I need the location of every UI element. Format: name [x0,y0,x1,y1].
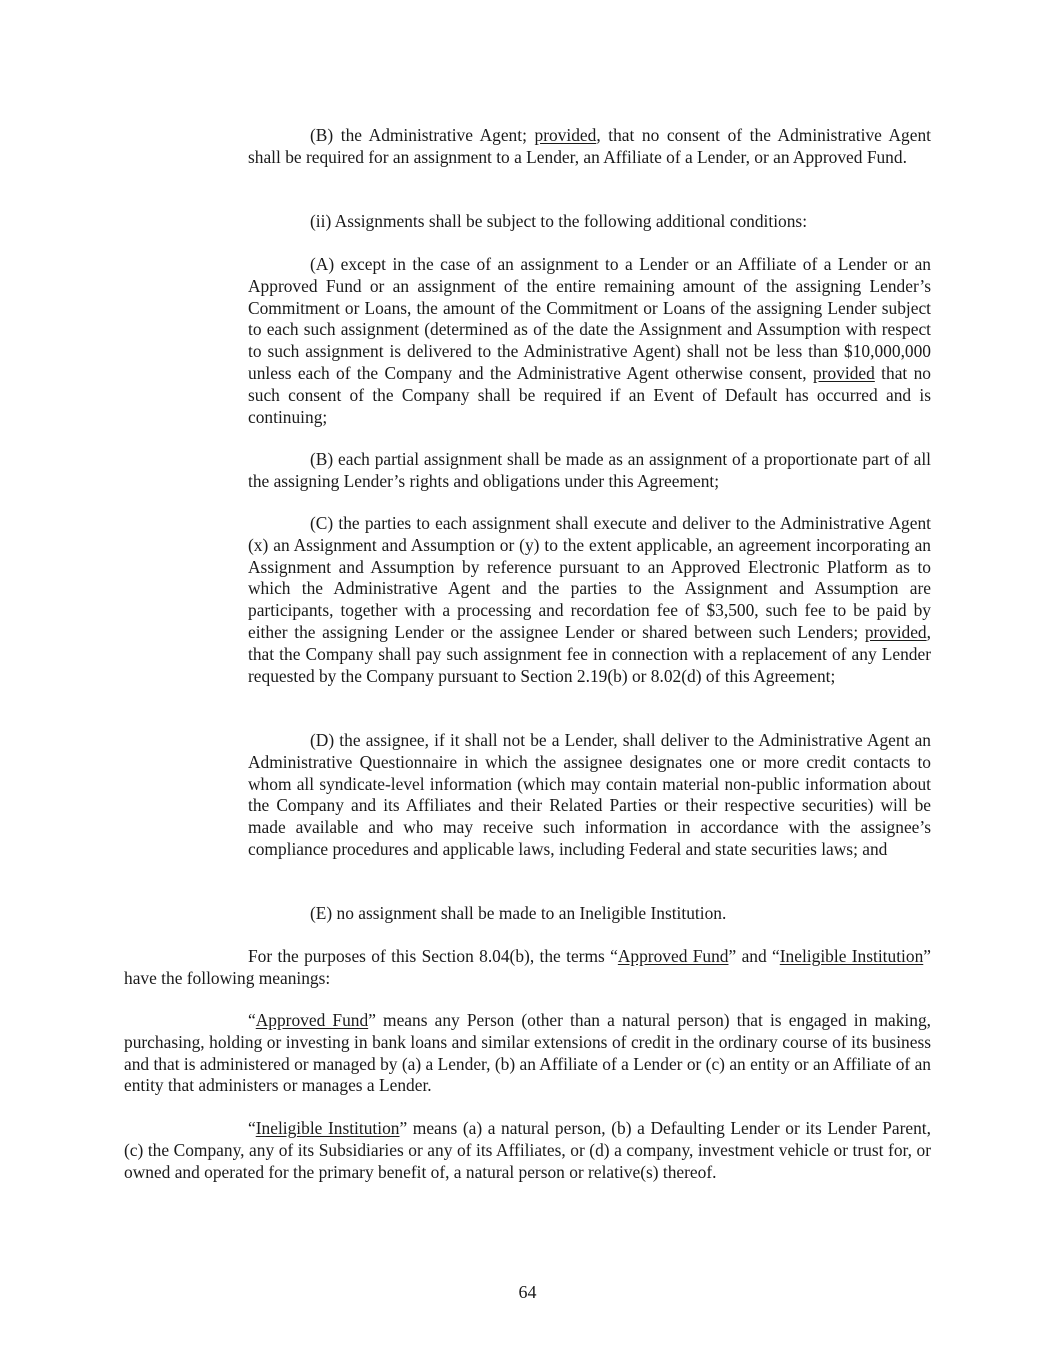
paragraph-definitions-intro: For the purposes of this Section 8.04(b), the terms “Approved Fund” and “Ineligible Institution” have the following meanings: [124,946,931,988]
definition-ineligible-institution: “Ineligible Institution” means (a) a natural person, (b) a Defaulting Lender or its Lender Parent, (c) the Company, any of its Subsidiaries or any of its Affiliates, or (d) a company, investment vehicle or trust for, or owned and operated for the primary benefit of, a natural person or relative(s) thereof. [124,1118,931,1182]
defined-term-ineligible-institution: Ineligible Institution [779,946,924,966]
provided-term: provided [864,621,927,642]
paragraph-c-execute-deliver: (C) the parties to each assignment shall execute and deliver to the Administrative Agent (x) an Assignment and Assumption or (y) to the extent applicable, an agreement incorporating an Assignment and Assumption by reference pursuant to an Approved Electronic Platform as to which the Administrative Agent and the parties to the Assignment and Assumption are participants, together with a processing and recordation fee of $3,500, such fee to be paid by either the assigning Lender or the assignee Lender or shared between such Lenders; provided, that the Company shall pay such assignment fee in connection with a replacement of any Lender requested by the Company pursuant to Section 2.19(b) or 8.02(d) of this Agreement; [248,513,931,686]
paragraph-b-administrative-agent: (B) the Administrative Agent; provided, that no consent of the Administrative Agent shall be required for an assignment to a Lender, an Affiliate of a Lender, or an Approved Fund. [248,125,931,167]
paragraph-e-ineligible-institution: (E) no assignment shall be made to an Ineligible Institution. [310,903,727,923]
definition-approved-fund: “Approved Fund” means any Person (other than a natural person) that is engaged in making, purchasing, holding or investing in bank loans and similar extensions of credit in the ordinary course of its business and that is administered or managed by (a) a Lender, (b) an Affiliate of a Lender or (c) an entity or an Affiliate of an entity that administers or manages a Lender. [124,1010,931,1096]
paragraph-a-minimum-amount: (A) except in the case of an assignment to a Lender or an Affiliate of a Lender or an Approved Fund or an assignment of the entire remaining amount of the assigning Lender’s Commitment or Loans, the amount of the Commitment or Loans of the assigning Lender subject to each such assignment (determined as of the date the Assignment and Assumption with respect to such assignment is delivered to the Administrative Agent) shall not be less than $10,000,000 unless each of the Company and the Administrative Agent otherwise consent, provided that no such consent of the Company shall be required if an Event of Default has occurred and is continuing; [248,254,931,427]
paragraph-b-partial-assignment: (B) each partial assignment shall be made as an assignment of a proportionate part of all the assigning Lender’s rights and obligations under this Agreement; [248,449,931,491]
defined-term-ineligible-institution: Ineligible Institution [255,1118,400,1138]
defined-term-approved-fund: Approved Fund [255,1010,369,1030]
provided-term: provided [812,362,875,383]
provided-term: provided [534,125,597,145]
page-number: 64 [518,1282,537,1302]
paragraph-d-administrative-questionnaire: (D) the assignee, if it shall not be a Lender, shall deliver to the Administrative Agent an Administrative Questionnaire in which the assignee designates one or more credit contacts to whom all syndicate-level information (which may contain material non-public information about the Company and its Affiliates and their Related Parties or their respective securities) will be made available and who may receive such information in accordance with the assignee’s compliance procedures and applicable laws, including Federal and state securities laws; and [248,730,931,859]
paragraph-ii-conditions: (ii) Assignments shall be subject to the following additional conditions: [310,211,808,231]
defined-term-approved-fund: Approved Fund [617,946,729,966]
